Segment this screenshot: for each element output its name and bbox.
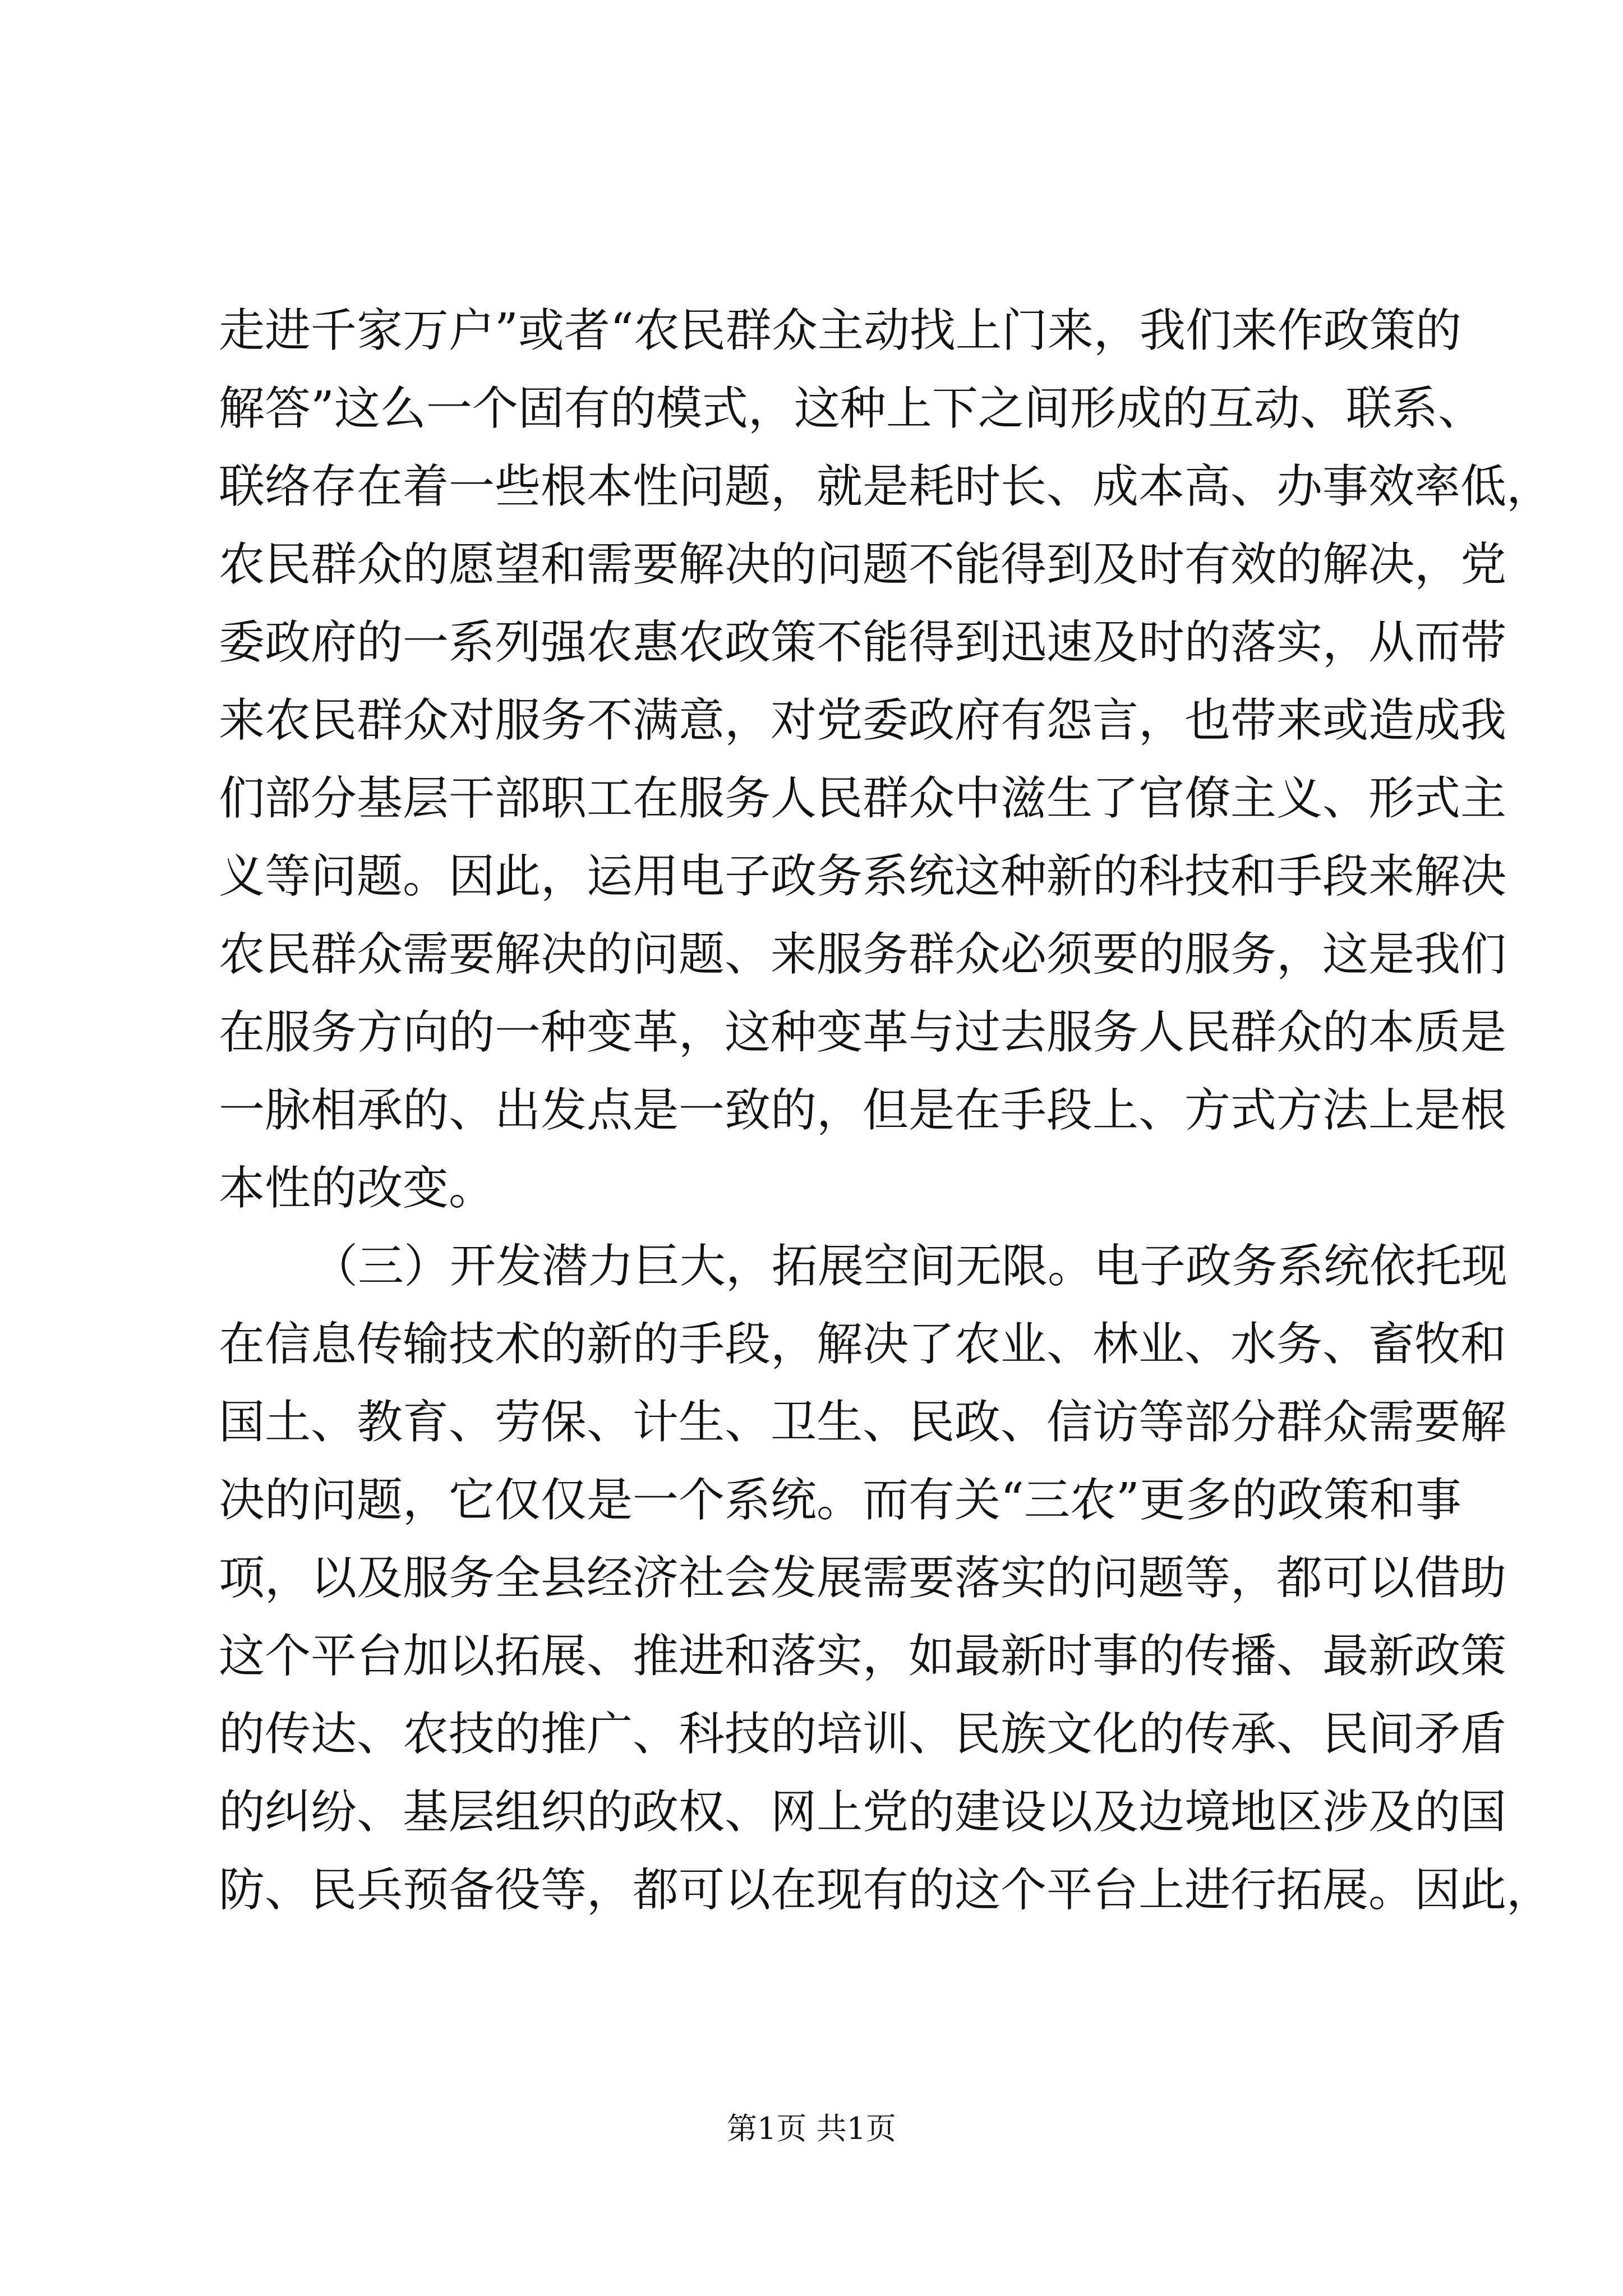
text-line: 们部分基层干部职工在服务人民群众中滋生了官僚主义、形式主 [219,772,1507,825]
text-line: 在服务方向的一种变革，这种变革与过去服务人民群众的本质是 [219,1006,1507,1059]
text-line: 决的问题，它仅仅是一个系统。而有关“三农”更多的政策和事 [219,1474,1461,1527]
paragraph-heading-line: （三）开发潜力巨大，拓展空间无限。电子政务系统依托现 [312,1240,1508,1293]
text-line: 一脉相承的、出发点是一致的，但是在手段上、方式方法上是根 [219,1084,1507,1137]
text-line: 在信息传输技术的新的手段，解决了农业、林业、水务、畜牧和 [219,1318,1507,1371]
text-line: 项，以及服务全县经济社会发展需要落实的问题等，都可以借助 [219,1552,1507,1605]
text-line: 本性的改变。 [219,1162,495,1215]
text-line: 联络存在着一些根本性问题，就是耗时长、成本高、办事效率低， [219,460,1553,513]
text-line: 义等问题。因此，运用电子政务系统这种新的科技和手段来解决 [219,850,1507,903]
text-line: 防、民兵预备役等，都可以在现有的这个平台上进行拓展。因此， [219,1864,1553,1917]
text-line: 这个平台加以拓展、推进和落实，如最新时事的传播、最新政策 [219,1630,1507,1683]
text-line: 委政府的一系列强农惠农政策不能得到迅速及时的落实，从而带 [219,616,1507,669]
page-footer: 第1页 共1页 [727,2111,896,2146]
text-line: 的纠纷、基层组织的政权、网上党的建设以及边境地区涉及的国 [219,1786,1507,1839]
text-line: 农民群众需要解决的问题、来服务群众必须要的服务，这是我们 [219,928,1507,981]
text-line: 农民群众的愿望和需要解决的问题不能得到及时有效的解决，党 [219,538,1507,591]
text-line: 解答”这么一个固有的模式，这种上下之间形成的互动、联系、 [219,382,1484,435]
text-line: 来农民群众对服务不满意，对党委政府有怨言，也带来或造成我 [219,694,1507,747]
text-line: 的传达、农技的推广、科技的培训、民族文化的传承、民间矛盾 [219,1708,1507,1761]
text-line: 走进千家万户”或者“农民群众主动找上门来，我们来作政策的 [219,304,1461,357]
text-line: 国土、教育、劳保、计生、卫生、民政、信访等部分群众需要解 [219,1396,1507,1449]
